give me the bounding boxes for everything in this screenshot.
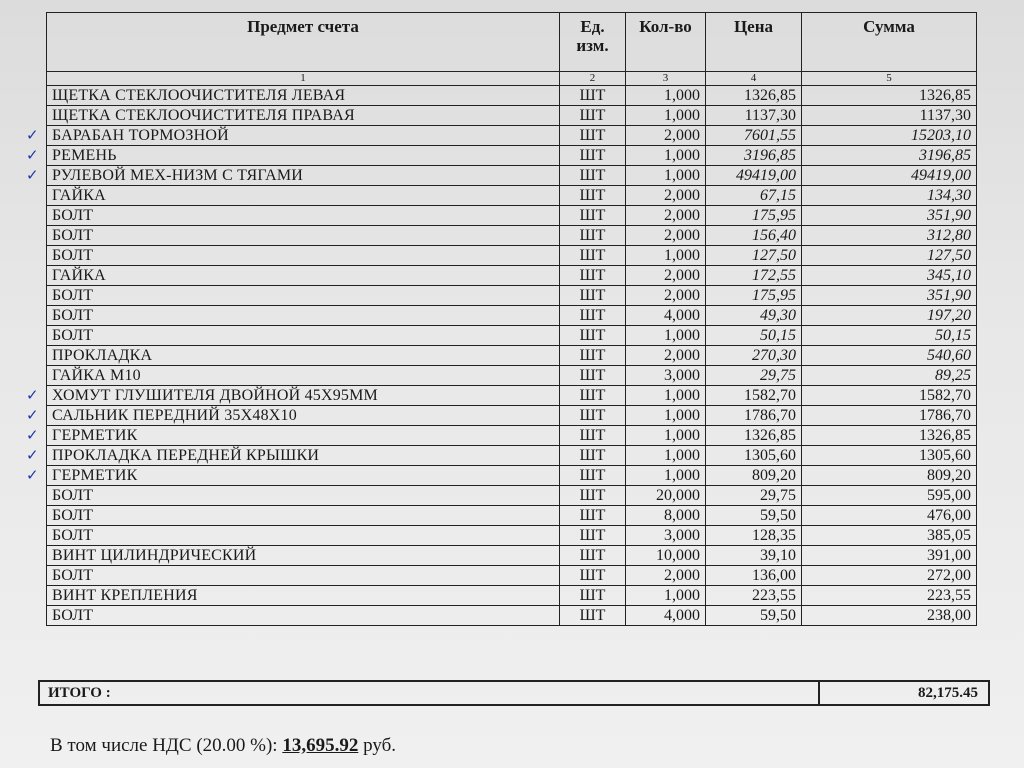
quantity-cell: 4,000 (626, 606, 706, 626)
table-row (47, 146, 977, 166)
quantity-cell: 1,000 (626, 106, 706, 126)
unit-cell: ШТ (560, 166, 626, 186)
item-name-cell: ХОМУТ ГЛУШИТЕЛЯ ДВОЙНОЙ 45Х95ММ (47, 386, 560, 406)
sum-cell: 1137,30 (802, 106, 977, 126)
sum-cell: 3196,85 (802, 146, 977, 166)
unit-cell: ШТ (560, 466, 626, 486)
table-row (47, 486, 977, 506)
header-sum: Сумма (802, 13, 977, 72)
vat-prefix: В том числе НДС (20.00 %): (50, 735, 278, 756)
item-name-cell: БОЛТ (47, 306, 560, 326)
price-cell: 7601,55 (706, 126, 802, 146)
unit-cell: ШТ (560, 486, 626, 506)
quantity-cell: 3,000 (626, 526, 706, 546)
price-cell: 270,30 (706, 346, 802, 366)
unit-cell: ШТ (560, 146, 626, 166)
sum-cell: 351,90 (802, 206, 977, 226)
sum-cell: 89,25 (802, 366, 977, 386)
unit-cell: ШТ (560, 106, 626, 126)
quantity-cell: 2,000 (626, 126, 706, 146)
price-cell: 59,50 (706, 506, 802, 526)
price-cell: 136,00 (706, 566, 802, 586)
table-row (47, 166, 977, 186)
item-name-cell: БАРАБАН ТОРМОЗНОЙ (47, 126, 560, 146)
item-name-cell: ПРОКЛАДКА (47, 346, 560, 366)
item-name-cell: ЩЕТКА СТЕКЛООЧИСТИТЕЛЯ ЛЕВАЯ (47, 86, 560, 106)
quantity-cell: 1,000 (626, 86, 706, 106)
column-number: 4 (706, 72, 802, 86)
total-label: ИТОГО : (40, 682, 820, 704)
price-cell: 50,15 (706, 326, 802, 346)
item-name-cell: ГАЙКА М10 (47, 366, 560, 386)
unit-cell: ШТ (560, 246, 626, 266)
quantity-cell: 2,000 (626, 286, 706, 306)
unit-cell: ШТ (560, 586, 626, 606)
sum-cell: 238,00 (802, 606, 977, 626)
column-number: 3 (626, 72, 706, 86)
table-row (47, 266, 977, 286)
unit-cell: ШТ (560, 86, 626, 106)
item-name-cell: ГАЙКА (47, 186, 560, 206)
table-row (47, 466, 977, 486)
item-name-cell: ГЕРМЕТИК (47, 426, 560, 446)
price-cell: 223,55 (706, 586, 802, 606)
unit-cell: ШТ (560, 286, 626, 306)
item-name-cell: БОЛТ (47, 486, 560, 506)
quantity-cell: 1,000 (626, 326, 706, 346)
price-cell: 156,40 (706, 226, 802, 246)
price-cell: 127,50 (706, 246, 802, 266)
unit-cell: ШТ (560, 406, 626, 426)
item-name-cell: РЕМЕНЬ (47, 146, 560, 166)
column-numbers-row (47, 72, 977, 86)
sum-cell: 134,30 (802, 186, 977, 206)
checkmark-icon: ✓ (26, 405, 39, 424)
sum-cell: 49419,00 (802, 166, 977, 186)
quantity-cell: 1,000 (626, 426, 706, 446)
table-row (47, 546, 977, 566)
quantity-cell: 2,000 (626, 566, 706, 586)
column-number: 2 (560, 72, 626, 86)
table-row (47, 86, 977, 106)
table-row (47, 446, 977, 466)
item-name-cell: БОЛТ (47, 286, 560, 306)
sum-cell: 15203,10 (802, 126, 977, 146)
table-row (47, 306, 977, 326)
item-name-cell: ПРОКЛАДКА ПЕРЕДНЕЙ КРЫШКИ (47, 446, 560, 466)
sum-cell: 1326,85 (802, 86, 977, 106)
table-row (47, 426, 977, 446)
sum-cell: 197,20 (802, 306, 977, 326)
quantity-cell: 10,000 (626, 546, 706, 566)
quantity-cell: 2,000 (626, 186, 706, 206)
item-name-cell: БОЛТ (47, 226, 560, 246)
total-value: 82,175.45 (918, 685, 978, 701)
checkmark-icon: ✓ (26, 125, 39, 144)
checkmark-icon: ✓ (26, 165, 39, 184)
table-row (47, 366, 977, 386)
table-row (47, 406, 977, 426)
invoice-rows (47, 86, 977, 626)
header-price: Цена (706, 13, 802, 72)
sum-cell: 345,10 (802, 266, 977, 286)
sum-cell: 391,00 (802, 546, 977, 566)
item-name-cell: ВИНТ ЦИЛИНДРИЧЕСКИЙ (47, 546, 560, 566)
unit-cell: ШТ (560, 306, 626, 326)
quantity-cell: 1,000 (626, 446, 706, 466)
price-cell: 49419,00 (706, 166, 802, 186)
table-row (47, 606, 977, 626)
sum-cell: 1305,60 (802, 446, 977, 466)
sum-cell: 385,05 (802, 526, 977, 546)
item-name-cell: САЛЬНИК ПЕРЕДНИЙ 35Х48Х10 (47, 406, 560, 426)
price-cell: 29,75 (706, 486, 802, 506)
item-name-cell: БОЛТ (47, 506, 560, 526)
table-row (47, 506, 977, 526)
unit-cell: ШТ (560, 346, 626, 366)
sum-cell: 1326,85 (802, 426, 977, 446)
unit-cell: ШТ (560, 206, 626, 226)
sum-cell: 1786,70 (802, 406, 977, 426)
item-name-cell: БОЛТ (47, 246, 560, 266)
price-cell: 1305,60 (706, 446, 802, 466)
sum-cell: 223,55 (802, 586, 977, 606)
price-cell: 67,15 (706, 186, 802, 206)
sum-cell: 540,60 (802, 346, 977, 366)
item-name-cell: ГЕРМЕТИК (47, 466, 560, 486)
price-cell: 1326,85 (706, 426, 802, 446)
unit-cell: ШТ (560, 546, 626, 566)
table-row (47, 106, 977, 126)
sum-cell: 127,50 (802, 246, 977, 266)
item-name-cell: БОЛТ (47, 206, 560, 226)
price-cell: 3196,85 (706, 146, 802, 166)
price-cell: 175,95 (706, 206, 802, 226)
vat-line (50, 735, 396, 757)
sum-cell: 1582,70 (802, 386, 977, 406)
price-cell: 59,50 (706, 606, 802, 626)
unit-cell: ШТ (560, 366, 626, 386)
table-row (47, 346, 977, 366)
column-number: 1 (47, 72, 560, 86)
price-cell: 29,75 (706, 366, 802, 386)
quantity-cell: 8,000 (626, 506, 706, 526)
unit-cell: ШТ (560, 186, 626, 206)
table-row (47, 566, 977, 586)
quantity-cell: 2,000 (626, 206, 706, 226)
sum-cell: 595,00 (802, 486, 977, 506)
table-row (47, 206, 977, 226)
unit-cell: ШТ (560, 266, 626, 286)
checkmark-icon: ✓ (26, 145, 39, 164)
table-row (47, 526, 977, 546)
unit-cell: ШТ (560, 386, 626, 406)
item-name-cell: БОЛТ (47, 326, 560, 346)
sum-cell: 272,00 (802, 566, 977, 586)
price-cell: 809,20 (706, 466, 802, 486)
unit-cell: ШТ (560, 566, 626, 586)
item-name-cell: ГАЙКА (47, 266, 560, 286)
quantity-cell: 1,000 (626, 586, 706, 606)
table-row (47, 286, 977, 306)
item-name-cell: БОЛТ (47, 606, 560, 626)
header-item: Предмет счета (47, 13, 560, 72)
price-cell: 39,10 (706, 546, 802, 566)
table-row (47, 386, 977, 406)
checkmark-icon: ✓ (26, 465, 39, 484)
quantity-cell: 4,000 (626, 306, 706, 326)
price-cell: 128,35 (706, 526, 802, 546)
quantity-cell: 3,000 (626, 366, 706, 386)
sum-cell: 476,00 (802, 506, 977, 526)
item-name-cell: ВИНТ КРЕПЛЕНИЯ (47, 586, 560, 606)
checkmark-icon: ✓ (26, 445, 39, 464)
table-row (47, 586, 977, 606)
vat-suffix: руб. (363, 735, 396, 756)
price-cell: 1326,85 (706, 86, 802, 106)
sum-cell: 50,15 (802, 326, 977, 346)
header-qty: Кол-во (626, 13, 706, 72)
price-cell: 175,95 (706, 286, 802, 306)
unit-cell: ШТ (560, 506, 626, 526)
total-row (38, 680, 990, 706)
price-cell: 1786,70 (706, 406, 802, 426)
item-name-cell: РУЛЕВОЙ МЕХ-НИЗМ С ТЯГАМИ (47, 166, 560, 186)
checkmark-icon: ✓ (26, 385, 39, 404)
price-cell: 172,55 (706, 266, 802, 286)
invoice-table (46, 12, 977, 626)
header-unit: Ед. изм. (560, 13, 626, 72)
quantity-cell: 1,000 (626, 386, 706, 406)
table-row (47, 126, 977, 146)
quantity-cell: 1,000 (626, 246, 706, 266)
unit-cell: ШТ (560, 226, 626, 246)
price-cell: 1582,70 (706, 386, 802, 406)
item-name-cell: ЩЕТКА СТЕКЛООЧИСТИТЕЛЯ ПРАВАЯ (47, 106, 560, 126)
vat-amount: 13,695.92 (282, 735, 359, 756)
table-row (47, 186, 977, 206)
quantity-cell: 1,000 (626, 146, 706, 166)
unit-cell: ШТ (560, 446, 626, 466)
item-name-cell: БОЛТ (47, 566, 560, 586)
table-header-row (47, 13, 977, 72)
quantity-cell: 2,000 (626, 346, 706, 366)
sum-cell: 312,80 (802, 226, 977, 246)
unit-cell: ШТ (560, 326, 626, 346)
unit-cell: ШТ (560, 426, 626, 446)
checkmark-icon: ✓ (26, 425, 39, 444)
column-number: 5 (802, 72, 977, 86)
price-cell: 1137,30 (706, 106, 802, 126)
quantity-cell: 2,000 (626, 266, 706, 286)
quantity-cell: 20,000 (626, 486, 706, 506)
quantity-cell: 1,000 (626, 166, 706, 186)
quantity-cell: 1,000 (626, 466, 706, 486)
quantity-cell: 2,000 (626, 226, 706, 246)
unit-cell: ШТ (560, 526, 626, 546)
quantity-cell: 1,000 (626, 406, 706, 426)
sum-cell: 351,90 (802, 286, 977, 306)
unit-cell: ШТ (560, 606, 626, 626)
price-cell: 49,30 (706, 306, 802, 326)
sum-cell: 809,20 (802, 466, 977, 486)
item-name-cell: БОЛТ (47, 526, 560, 546)
table-row (47, 246, 977, 266)
unit-cell: ШТ (560, 126, 626, 146)
table-row (47, 226, 977, 246)
table-row (47, 326, 977, 346)
